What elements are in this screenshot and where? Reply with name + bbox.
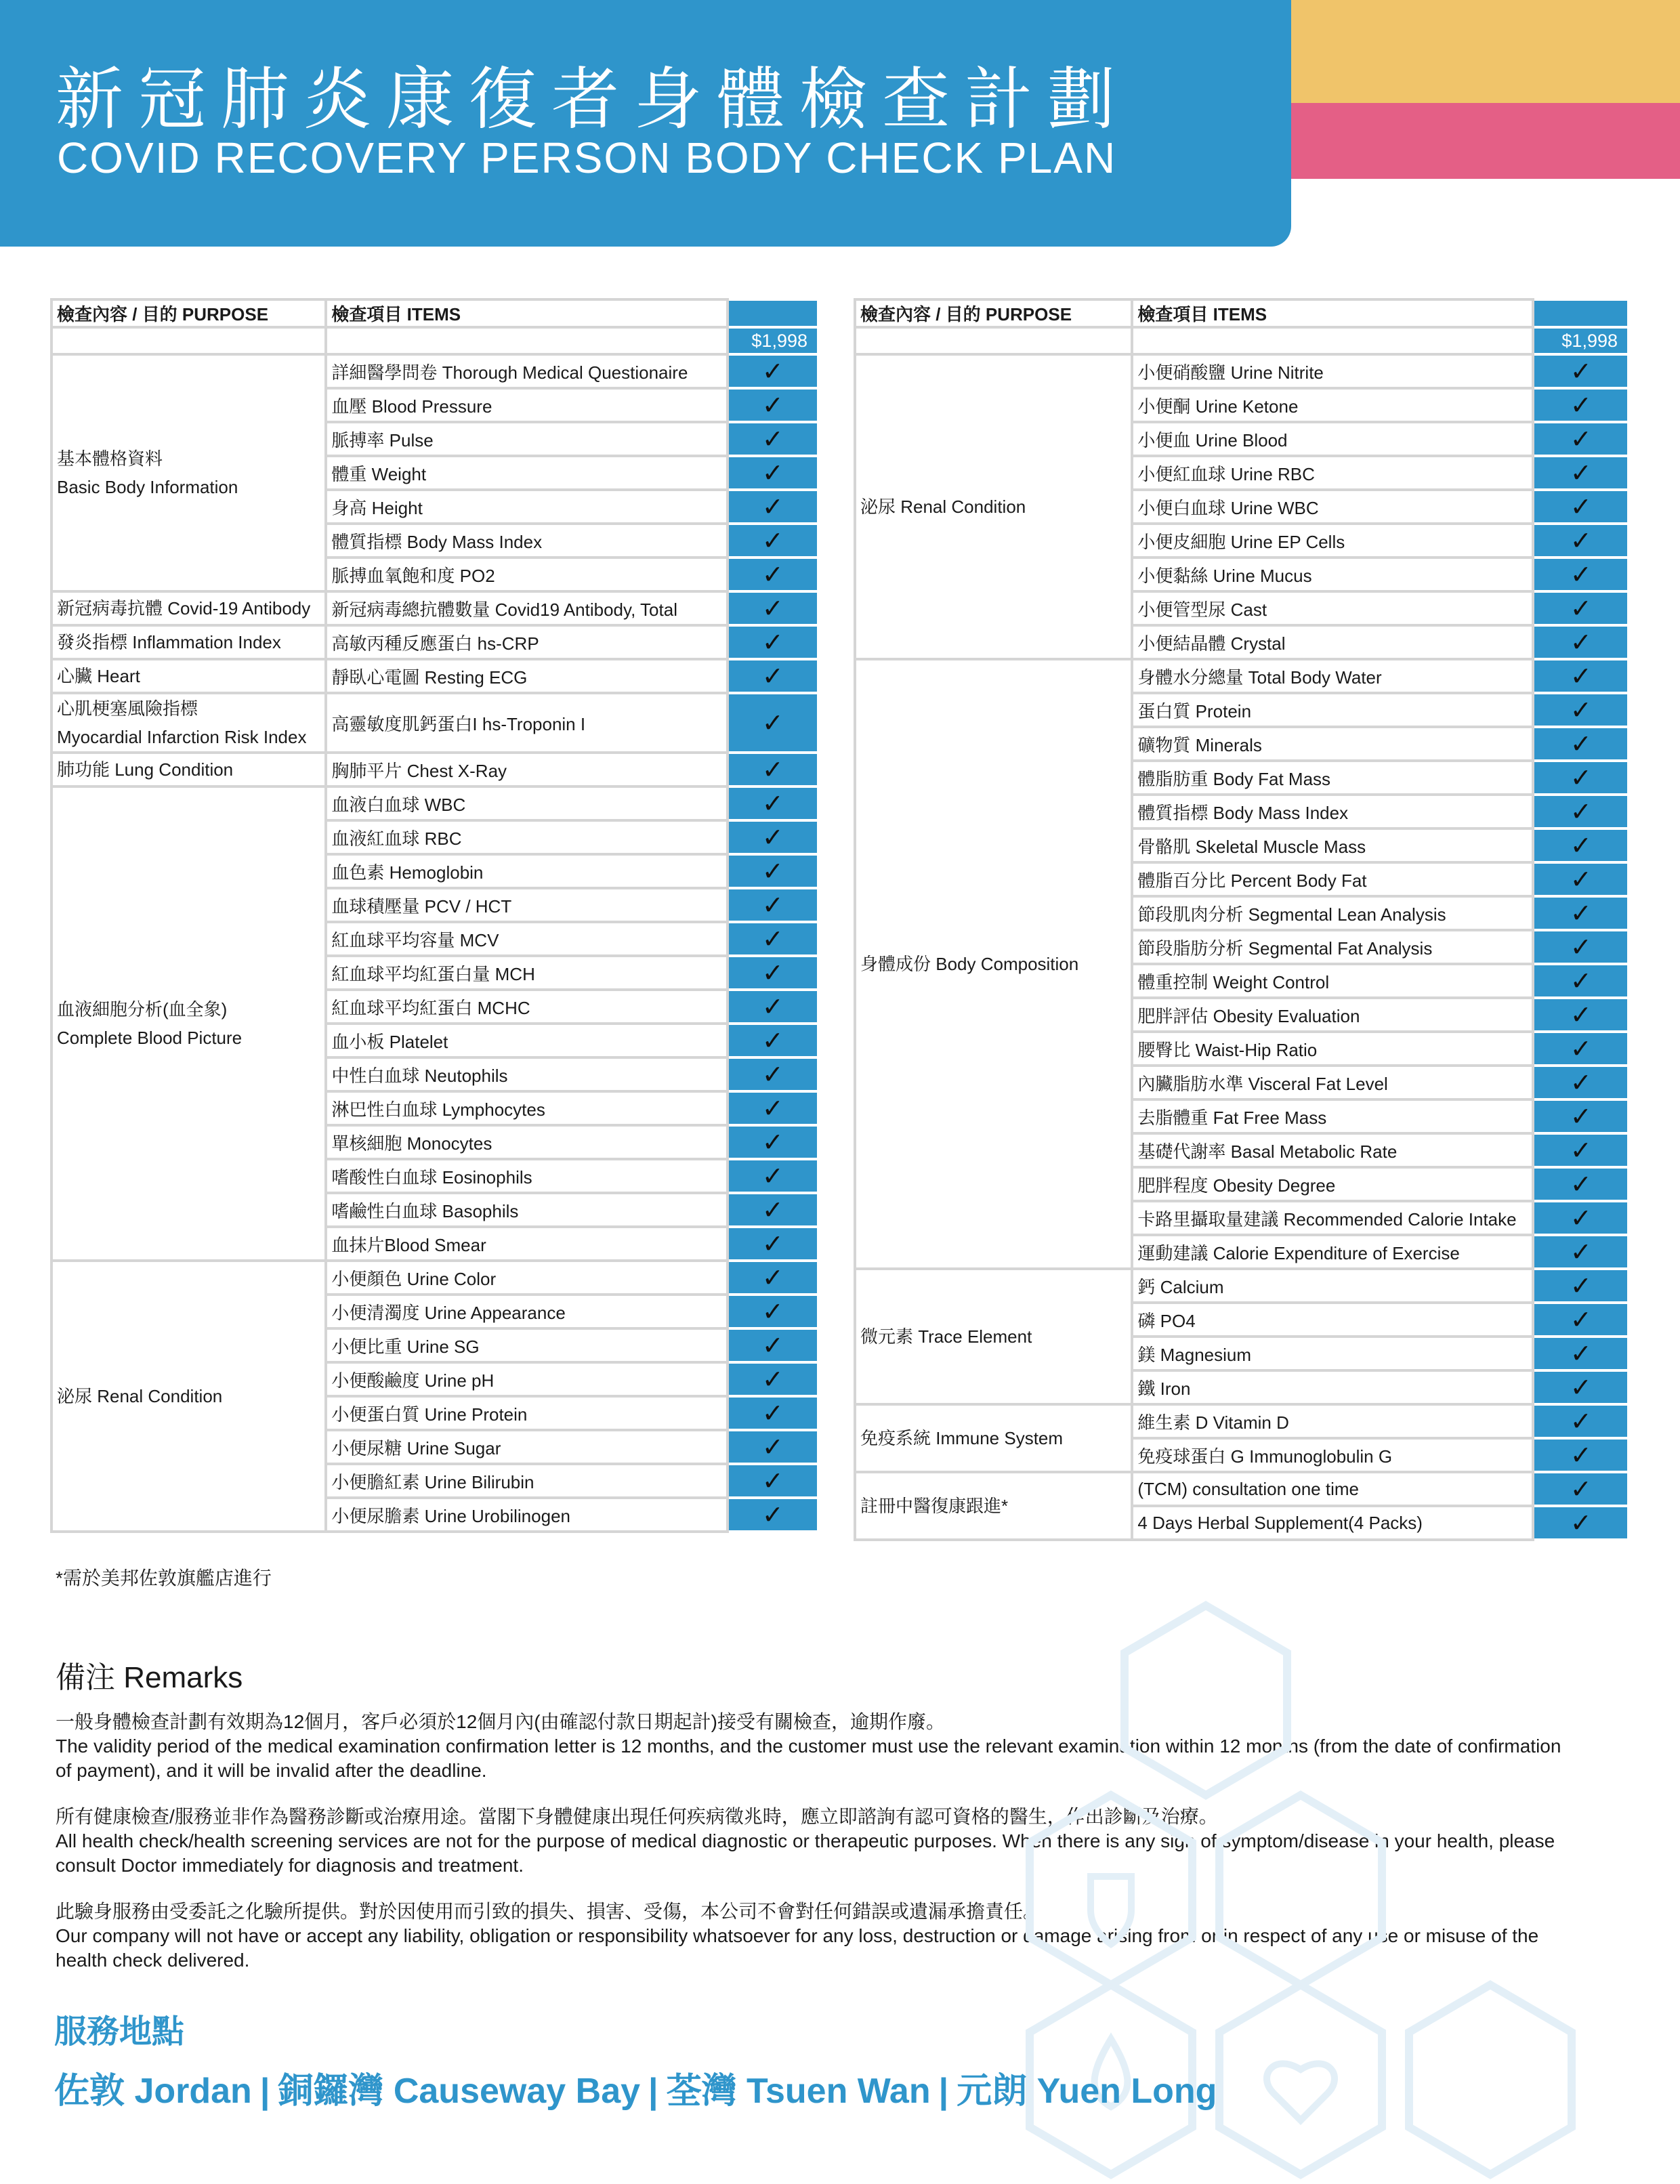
title-english: COVID RECOVERY PERSON BODY CHECK PLAN xyxy=(57,133,1117,182)
item-cell: 體重控制 Weight Control xyxy=(1132,964,1533,998)
item-cell: 胸肺平片 Chest X-Ray xyxy=(326,753,727,786)
item-cell: 小便白血球 Urine WBC xyxy=(1132,490,1533,524)
decor-stripe-yellow xyxy=(1291,0,1680,103)
purpose-cell: 微元素 Trace Element xyxy=(855,1269,1132,1404)
check-icon: ✓ xyxy=(1533,1133,1629,1167)
check-icon: ✓ xyxy=(1533,896,1629,930)
item-cell: 小便紅血球 Urine RBC xyxy=(1132,456,1533,490)
item-cell: 小便管型尿 Cast xyxy=(1132,591,1533,625)
check-icon: ✓ xyxy=(728,1430,819,1464)
heart-hex-icon xyxy=(1219,1985,1382,2175)
check-icon: ✓ xyxy=(1533,490,1629,524)
check-icon: ✓ xyxy=(728,854,819,888)
check-icon: ✓ xyxy=(728,558,819,591)
check-icon: ✓ xyxy=(1533,1337,1629,1370)
purpose-cell: 免疫系統 Immune System xyxy=(855,1404,1132,1472)
item-cell: 小便硝酸鹽 Urine Nitrite xyxy=(1132,354,1533,388)
check-icon: ✓ xyxy=(728,922,819,956)
remark-2-en: All health check/health screening services are not for the purpose of medical diagnostic or therapeutic purposes. When there is any sign of symptom/disease in your health, please consult Doctor immediately for diagnosis and treatment. xyxy=(56,1830,1555,1876)
check-icon: ✓ xyxy=(728,1024,819,1057)
check-icon: ✓ xyxy=(728,1498,819,1532)
check-icon: ✓ xyxy=(728,354,819,388)
item-cell: 紅血球平均紅蛋白 MCHC xyxy=(326,990,727,1024)
item-cell: 鎂 Magnesium xyxy=(1132,1337,1533,1370)
check-icon: ✓ xyxy=(728,1396,819,1430)
item-cell: 小便結晶體 Crystal xyxy=(1132,625,1533,659)
check-icon: ✓ xyxy=(728,388,819,422)
check-icon: ✓ xyxy=(1533,727,1629,761)
item-cell: 血球積壓量 PCV / HCT xyxy=(326,888,727,922)
item-cell: 身高 Height xyxy=(326,490,727,524)
item-cell: 小便比重 Urine SG xyxy=(326,1328,727,1362)
check-icon: ✓ xyxy=(728,1159,819,1193)
item-cell: 小便尿糖 Urine Sugar xyxy=(326,1430,727,1464)
check-icon: ✓ xyxy=(1533,1404,1629,1438)
purpose-cell: 泌尿 Renal Condition xyxy=(855,354,1132,659)
item-cell: 小便清濁度 Urine Appearance xyxy=(326,1295,727,1328)
purpose-cell: 血液細胞分析(血全象) Complete Blood Picture xyxy=(51,786,326,1261)
item-cell: 高靈敏度肌鈣蛋白I hs-Troponin I xyxy=(326,693,727,753)
price-header-cell xyxy=(1533,299,1629,327)
item-cell: 礦物質 Minerals xyxy=(1132,727,1533,761)
item-cell: 詳細醫學問卷 Thorough Medical Questionaire xyxy=(326,354,727,388)
check-icon: ✓ xyxy=(1533,456,1629,490)
check-icon: ✓ xyxy=(728,1125,819,1159)
check-icon: ✓ xyxy=(1533,625,1629,659)
remark-1-zh: 一般身體檢查計劃有效期為12個月，客戶必須於12個月內(由確認付款日期起計)接受有關檢查，逾期作廢。 xyxy=(56,1711,945,1732)
check-icon: ✓ xyxy=(1533,591,1629,625)
purpose-header: 檢查內容 / 目的 PURPOSE xyxy=(855,299,1132,327)
service-locations xyxy=(54,2062,1217,2113)
check-icon: ✓ xyxy=(728,625,819,659)
item-cell: 淋巴性白血球 Lymphocytes xyxy=(326,1091,727,1125)
items-header: 檢查項目 ITEMS xyxy=(1132,299,1533,327)
item-cell: 中性白血球 Neutophils xyxy=(326,1057,727,1091)
item-cell: 小便血 Urine Blood xyxy=(1132,422,1533,456)
item-cell: 運動建議 Calorie Expenditure of Exercise xyxy=(1132,1235,1533,1269)
blank-cell xyxy=(51,327,326,354)
title-chinese: 新冠肺炎康復者身體檢查計劃 xyxy=(56,60,1130,139)
purpose-cell: 心肌梗塞風險指標 Myocardial Infarction Risk Index xyxy=(51,693,326,753)
item-cell: 小便酮 Urine Ketone xyxy=(1132,388,1533,422)
check-icon: ✓ xyxy=(1533,795,1629,828)
location-separator: | xyxy=(259,2072,270,2111)
remark-3-zh: 此驗身服務由受委託之化驗所提供。對於因使用而引致的損失、損害、受傷，本公司不會對任何錯誤或遺漏承擔責任。 xyxy=(56,1901,1043,1922)
check-icon: ✓ xyxy=(1533,1370,1629,1404)
location-separator: | xyxy=(648,2072,658,2111)
check-icon: ✓ xyxy=(1533,828,1629,862)
plan-table-left xyxy=(50,298,820,1533)
item-cell: (TCM) consultation one time xyxy=(1132,1472,1533,1506)
check-icon: ✓ xyxy=(1533,1032,1629,1066)
remark-3-en: Our company will not have or accept any liability, obligation or responsibility whatsoever for any loss, destruction or damage arising from or in respect of any use or misuse of the health check delivered. xyxy=(56,1925,1539,1971)
check-icon: ✓ xyxy=(1533,524,1629,558)
purpose-cell: 發炎指標 Inflammation Index xyxy=(51,625,326,659)
check-icon: ✓ xyxy=(1533,1066,1629,1099)
price-label: $1,998 xyxy=(1533,327,1629,354)
purpose-cell: 註冊中醫復康跟進* xyxy=(855,1472,1132,1540)
purpose-cell: 肺功能 Lung Condition xyxy=(51,753,326,786)
header-banner xyxy=(0,0,1291,247)
check-icon: ✓ xyxy=(1533,1235,1629,1269)
check-icon: ✓ xyxy=(728,693,819,753)
check-icon: ✓ xyxy=(1533,558,1629,591)
check-icon: ✓ xyxy=(728,820,819,854)
remarks-title: 備注 Remarks xyxy=(56,1661,243,1694)
remark-2-zh: 所有健康檢查/服務並非作為醫務診斷或治療用途。當閣下身體健康出現任何疾病徵兆時，應立即諮詢有認可資格的醫生，作出診斷及治療。 xyxy=(56,1806,1218,1827)
check-icon: ✓ xyxy=(728,659,819,693)
check-icon: ✓ xyxy=(728,524,819,558)
item-cell: 小便顏色 Urine Color xyxy=(326,1261,727,1295)
check-icon: ✓ xyxy=(728,956,819,990)
check-icon: ✓ xyxy=(728,422,819,456)
item-cell: 血色素 Hemoglobin xyxy=(326,854,727,888)
item-cell: 紅血球平均紅蛋白量 MCH xyxy=(326,956,727,990)
check-icon: ✓ xyxy=(728,1227,819,1261)
purpose-cell: 心臟 Heart xyxy=(51,659,326,693)
item-cell: 血液紅血球 RBC xyxy=(326,820,727,854)
item-cell: 磷 PO4 xyxy=(1132,1303,1533,1337)
item-cell: 脈搏率 Pulse xyxy=(326,422,727,456)
location-jordan: 佐敦 Jordan xyxy=(54,2072,252,2111)
item-cell: 去脂體重 Fat Free Mass xyxy=(1132,1099,1533,1133)
check-icon: ✓ xyxy=(1533,964,1629,998)
shield-hex-icon xyxy=(1030,1795,1192,1985)
item-cell: 4 Days Herbal Supplement(4 Packs) xyxy=(1132,1506,1533,1540)
item-cell: 身體水分總量 Total Body Water xyxy=(1132,659,1533,693)
check-icon: ✓ xyxy=(1533,388,1629,422)
items-header: 檢查項目 ITEMS xyxy=(326,299,727,327)
purpose-cell: 身體成份 Body Composition xyxy=(855,659,1132,1269)
dna-hex-icon xyxy=(1125,1605,1287,1795)
blank-cell xyxy=(1132,327,1533,354)
item-cell: 靜臥心電圖 Resting ECG xyxy=(326,659,727,693)
blank-cell xyxy=(326,327,727,354)
item-cell: 骨骼肌 Skeletal Muscle Mass xyxy=(1132,828,1533,862)
check-icon: ✓ xyxy=(1533,1438,1629,1472)
item-cell: 免疫球蛋白 G Immunoglobulin G xyxy=(1132,1438,1533,1472)
check-icon: ✓ xyxy=(1533,1201,1629,1235)
decor-stripe-pink xyxy=(1291,103,1680,179)
footnote: *需於美邦佐敦旗艦店進行 xyxy=(56,1568,272,1589)
check-icon: ✓ xyxy=(728,591,819,625)
item-cell: 體重 Weight xyxy=(326,456,727,490)
item-cell: 紅血球平均容量 MCV xyxy=(326,922,727,956)
item-cell: 血小板 Platelet xyxy=(326,1024,727,1057)
check-icon: ✓ xyxy=(1533,998,1629,1032)
item-cell: 體脂肪重 Body Fat Mass xyxy=(1132,761,1533,795)
shield-icon xyxy=(1091,1876,1131,1944)
check-icon: ✓ xyxy=(728,490,819,524)
check-icon: ✓ xyxy=(728,1295,819,1328)
item-cell: 腰臀比 Waist-Hip Ratio xyxy=(1132,1032,1533,1066)
check-icon: ✓ xyxy=(1533,693,1629,727)
item-cell: 肥胖評估 Obesity Evaluation xyxy=(1132,998,1533,1032)
item-cell: 體質指標 Body Mass Index xyxy=(1132,795,1533,828)
check-icon: ✓ xyxy=(728,1193,819,1227)
item-cell: 小便蛋白質 Urine Protein xyxy=(326,1396,727,1430)
check-icon: ✓ xyxy=(728,888,819,922)
plan-table-right xyxy=(854,298,1630,1541)
check-icon: ✓ xyxy=(1533,1099,1629,1133)
check-icon: ✓ xyxy=(1533,862,1629,896)
check-icon: ✓ xyxy=(1533,1472,1629,1506)
location-separator: | xyxy=(938,2072,949,2111)
location-yuen-long: 元朗 Yuen Long xyxy=(957,2072,1217,2111)
purpose-header: 檢查內容 / 目的 PURPOSE xyxy=(51,299,326,327)
check-icon: ✓ xyxy=(1533,761,1629,795)
check-icon: ✓ xyxy=(728,1261,819,1295)
item-cell: 高敏丙種反應蛋白 hs-CRP xyxy=(326,625,727,659)
stethoscope-hex-icon xyxy=(1409,1985,1572,2175)
item-cell: 基礎代謝率 Basal Metabolic Rate xyxy=(1132,1133,1533,1167)
price-label: $1,998 xyxy=(728,327,819,354)
check-icon: ✓ xyxy=(1533,422,1629,456)
item-cell: 脈搏血氧飽和度 PO2 xyxy=(326,558,727,591)
price-header-cell xyxy=(728,299,819,327)
remark-1-en: The validity period of the medical examination confirmation letter is 12 months, and the customer must use the relevant examination within 12 months (from the date of confirmation of payment), and it will be invalid after the deadline. xyxy=(56,1736,1561,1781)
check-icon: ✓ xyxy=(728,1091,819,1125)
item-cell: 小便膽紅素 Urine Bilirubin xyxy=(326,1464,727,1498)
item-cell: 血抹片Blood Smear xyxy=(326,1227,727,1261)
check-icon: ✓ xyxy=(1533,1269,1629,1303)
check-icon: ✓ xyxy=(1533,1506,1629,1540)
location-causeway-bay: 銅鑼灣 Causeway Bay xyxy=(278,2072,641,2111)
item-cell: 蛋白質 Protein xyxy=(1132,693,1533,727)
item-cell: 維生素 D Vitamin D xyxy=(1132,1404,1533,1438)
item-cell: 小便皮細胞 Urine EP Cells xyxy=(1132,524,1533,558)
purpose-cell: 基本體格資料 Basic Body Information xyxy=(51,354,326,591)
check-icon: ✓ xyxy=(728,1464,819,1498)
check-icon: ✓ xyxy=(1533,659,1629,693)
blank-cell xyxy=(855,327,1132,354)
item-cell: 血液白血球 WBC xyxy=(326,786,727,820)
item-cell: 內臟脂肪水準 Visceral Fat Level xyxy=(1132,1066,1533,1099)
check-icon: ✓ xyxy=(1533,354,1629,388)
heart-icon xyxy=(1267,2063,1335,2120)
check-icon: ✓ xyxy=(728,1362,819,1396)
service-locations-title: 服務地點 xyxy=(54,2014,185,2050)
pill-hex-icon xyxy=(1219,1795,1382,1985)
item-cell: 小便尿膽素 Urine Urobilinogen xyxy=(326,1498,727,1532)
item-cell: 嗜鹼性白血球 Basophils xyxy=(326,1193,727,1227)
item-cell: 新冠病毒總抗體數量 Covid19 Antibody, Total xyxy=(326,591,727,625)
item-cell: 單核細胞 Monocytes xyxy=(326,1125,727,1159)
item-cell: 血壓 Blood Pressure xyxy=(326,388,727,422)
check-icon: ✓ xyxy=(728,990,819,1024)
item-cell: 鈣 Calcium xyxy=(1132,1269,1533,1303)
location-tsuen-wan: 荃灣 Tsuen Wan xyxy=(666,2072,931,2111)
check-icon: ✓ xyxy=(1533,930,1629,964)
purpose-cell: 新冠病毒抗體 Covid-19 Antibody xyxy=(51,591,326,625)
check-icon: ✓ xyxy=(728,456,819,490)
check-icon: ✓ xyxy=(728,786,819,820)
item-cell: 肥胖程度 Obesity Degree xyxy=(1132,1167,1533,1201)
item-cell: 小便酸鹼度 Urine pH xyxy=(326,1362,727,1396)
purpose-cell: 泌尿 Renal Condition xyxy=(51,1261,326,1532)
item-cell: 節段肌肉分析 Segmental Lean Analysis xyxy=(1132,896,1533,930)
item-cell: 嗜酸性白血球 Eosinophils xyxy=(326,1159,727,1193)
check-icon: ✓ xyxy=(728,753,819,786)
item-cell: 卡路里攝取量建議 Recommended Calorie Intake xyxy=(1132,1201,1533,1235)
item-cell: 節段脂肪分析 Segmental Fat Analysis xyxy=(1132,930,1533,964)
check-icon: ✓ xyxy=(728,1328,819,1362)
check-icon: ✓ xyxy=(728,1057,819,1091)
item-cell: 鐵 Iron xyxy=(1132,1370,1533,1404)
item-cell: 體質指標 Body Mass Index xyxy=(326,524,727,558)
item-cell: 小便黏絲 Urine Mucus xyxy=(1132,558,1533,591)
check-icon: ✓ xyxy=(1533,1167,1629,1201)
check-icon: ✓ xyxy=(1533,1303,1629,1337)
item-cell: 體脂百分比 Percent Body Fat xyxy=(1132,862,1533,896)
